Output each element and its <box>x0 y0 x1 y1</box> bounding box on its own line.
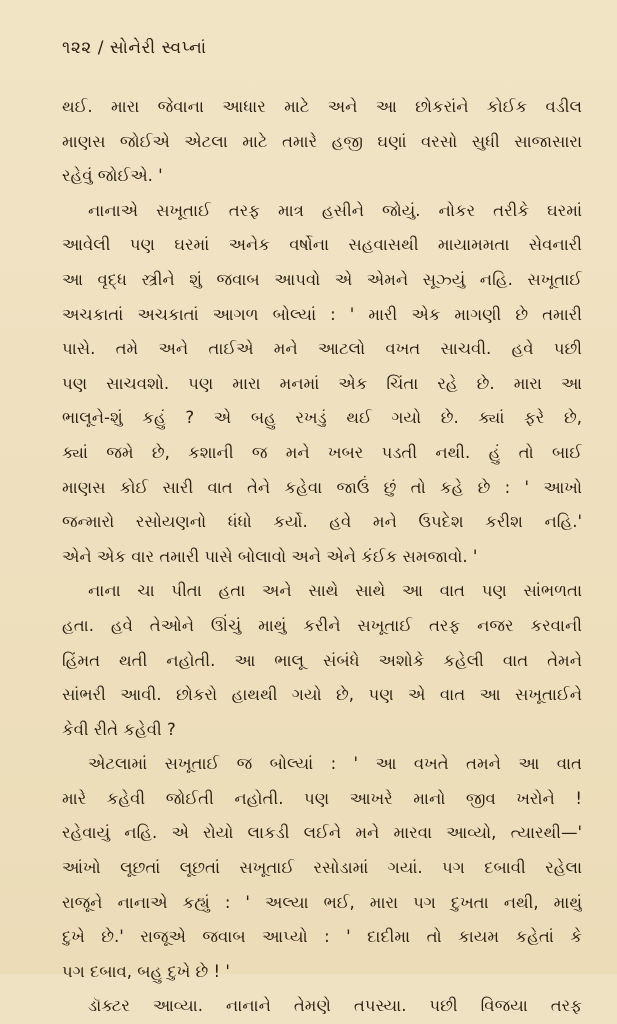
text-line: કેવી રીતે કહેવી ? <box>62 719 176 739</box>
text-line: માણસ કોઈ સારી વાત તેને કહેવા જાઉં છું તો કહે છે : ' આખો <box>62 477 582 497</box>
text-line: એને એક વાર તમારી પાસે બોલાવો અને એને કંઈક સમજાવો. ' <box>62 546 478 566</box>
text-line: રહેવું જોઈએ. ' <box>62 166 163 186</box>
text-line: આ વૃદ્ધ સ્ત્રીને શું જવાબ આપવો એ એમને સૂઝ્યું નહિ. સખૂતાઈ <box>62 269 582 289</box>
text-line: આંખો લૂછતાં લૂછતાં સખૂતાઈ રસોડામાં ગયાં. પગ દબાવી રહેલા <box>62 858 582 878</box>
text-line: હિંમત થતી નહોતી. આ ભાલૂ સંબંધે અશોકે કહેલી વાત તેમને <box>62 650 582 670</box>
text-line: માણસ જોઈએ એટલા માટે તમારે હજી ઘણાં વરસો સુધી સાજાસારા <box>62 131 582 151</box>
running-head: ૧૨૨ / સોનેરી સ્વપ્નાં <box>62 38 207 58</box>
paragraph-first-line: નાનાએ સખૂતાઈ તરફ માત્ર હસીને જોયું. નોકર તરીકે ઘરમાં <box>88 200 582 220</box>
text-line: અચકાતાં અચકાતાં આગળ બોલ્યાં : ' મારી એક માગણી છે તમારી <box>62 304 582 324</box>
text-line: દુખે છે.' રાજૂએ જવાબ આપ્યો : ' દાદીમા તો કાયમ કહેતાં કે <box>62 927 582 947</box>
text-line: ક્યાં જમે છે, કશાની જ મને ખબર પડતી નથી. હું તો બાઈ <box>62 442 582 462</box>
paragraph-first-line: નાના ચા પીતા હતા અને સાથે સાથે આ વાત પણ સાંભળતા <box>88 581 582 601</box>
text-line: પગ દબાવ, બહુ દુખે છે ! ' <box>62 961 230 981</box>
text-line: પાસે. તમે અને તાઈએ મને આટલો વખત સાચવી. હવે પછી <box>62 339 582 359</box>
text-line: જન્મારો રસોયણનો ધંધો કર્યો. હવે મને ઉપદેશ કરીશ નહિ.' <box>62 512 582 532</box>
paragraph-first-line: એટલામાં સખૂતાઈ જ બોલ્યાં : ' આ વખતે તમને આ વાત <box>88 754 582 774</box>
text-line: ભાલૂને-શું કહું ? એ બહુ રખડું થઈ ગયો છે. ક્યાં ફરે છે, <box>62 408 582 428</box>
text-line: રાજૂને નાનાએ કહ્યું : ' અલ્યા ભઈ, મારા પગ દુખતા નથી, માથું <box>62 892 582 912</box>
paragraph-first-line: ડૉક્ટર આવ્યા. નાનાને તેમણે તપસ્યા. પછી વિજયા તરફ <box>88 996 582 1016</box>
text-line: રહેવાયું નહિ. એ રોયો લાકડી લઈને મને મારવા આવ્યો, ત્યારથી—' <box>62 823 582 843</box>
text-line: મારે કહેવી જોઈતી નહોતી. પણ આખરે માનો જીવ ખરોને ! <box>62 788 582 808</box>
text-line: આવેલી પણ ઘરમાં અનેક વર્ષોના સહવાસથી માયામમતા સેવનારી <box>62 235 582 255</box>
text-line: હતા. હવે તેઓને ઊંચું માથું કરીને સખૂતાઈ તરફ નજર કરવાની <box>62 615 582 635</box>
body-text <box>62 90 582 1024</box>
text-line: સાંભરી આવી. છોકરો હાથથી ગયો છે, પણ એ વાત આ સખૂતાઈને <box>62 685 582 705</box>
text-line: થઈ. મારા જેવાના આધાર માટે અને આ છોકરાંને કોઈક વડીલ <box>62 97 582 116</box>
text-line: પણ સાચવશો. પણ મારા મનમાં એક ચિંતા રહે છે. મારા આ <box>62 373 582 393</box>
